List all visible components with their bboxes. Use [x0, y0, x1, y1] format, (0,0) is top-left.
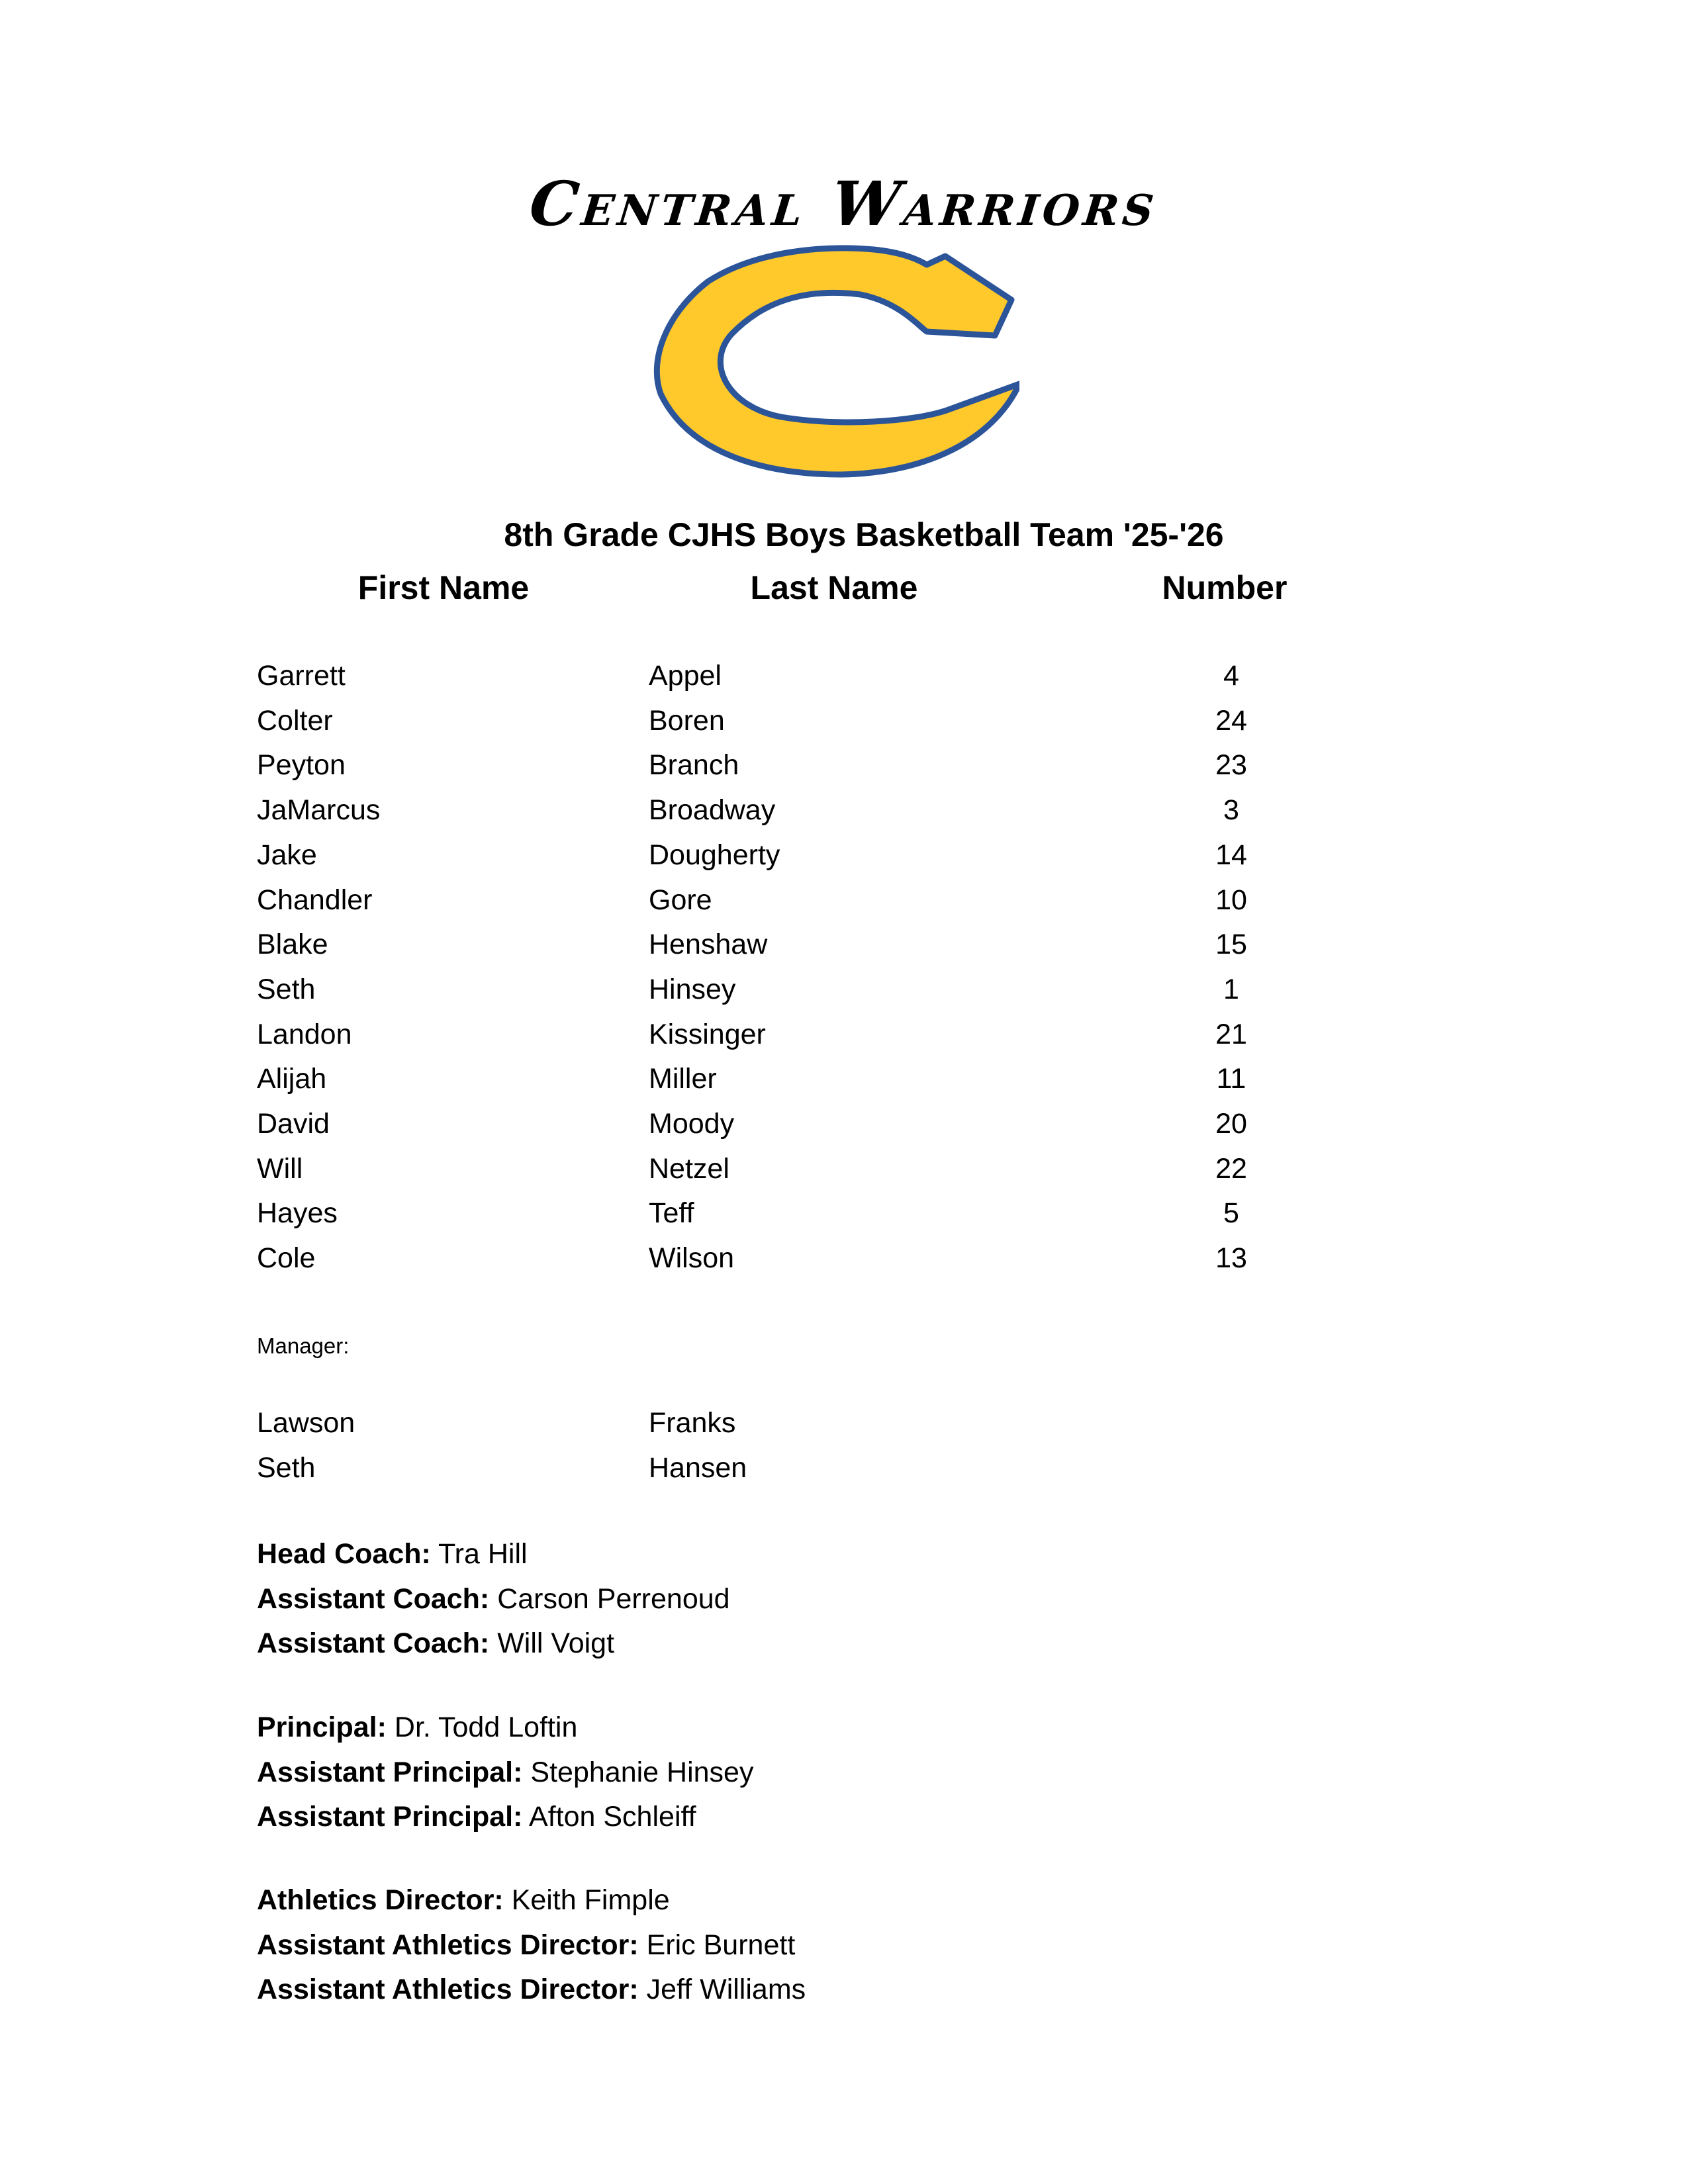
first-name-cell: Garrett [257, 660, 346, 692]
staff-role: Assistant Principal: [257, 1756, 523, 1788]
staff-name: Carson Perrenoud [497, 1582, 730, 1615]
staff-role: Assistant Athletics Director: [257, 1974, 639, 2006]
table-row [0, 662, 1688, 707]
table-row [0, 1244, 1688, 1289]
c-logo-icon [649, 242, 1019, 480]
staff-name: Afton Schleiff [529, 1801, 696, 1833]
first-name-cell: Peyton [257, 749, 346, 782]
last-name-cell: Broadway [649, 794, 776, 827]
column-header-number: Number [1162, 569, 1288, 606]
number-cell: 23 [1215, 749, 1247, 782]
table-row [0, 1199, 1688, 1244]
number-cell: 14 [1215, 839, 1247, 871]
table-row [0, 886, 1688, 931]
staff-line [257, 1582, 730, 1615]
last-name-cell: Dougherty [649, 839, 780, 871]
number-cell: 4 [1223, 660, 1239, 692]
first-name-cell: Colter [257, 704, 333, 737]
first-name-cell: Will [257, 1152, 303, 1185]
manager-label: Manager: [257, 1334, 350, 1358]
staff-line [257, 1931, 795, 1960]
staff-role: Principal: [257, 1711, 387, 1743]
table-row [0, 841, 1688, 886]
last-name-cell: Netzel [649, 1152, 729, 1185]
last-name-cell: Branch [649, 749, 739, 782]
first-name-cell: Lawson [257, 1407, 355, 1439]
last-name-cell: Boren [649, 704, 725, 737]
first-name-cell: Blake [257, 929, 328, 961]
first-name-cell: Landon [257, 1018, 352, 1050]
staff-name: Tra Hill [438, 1538, 528, 1570]
table-row [0, 704, 1688, 752]
manager-row [0, 1409, 1688, 1454]
table-row [0, 1152, 1688, 1200]
number-cell: 15 [1215, 929, 1247, 961]
number-cell: 1 [1223, 973, 1239, 1005]
staff-line [257, 1629, 614, 1658]
number-cell: 5 [1223, 1197, 1239, 1230]
last-name-cell: Hinsey [649, 973, 736, 1005]
table-row [0, 1018, 1688, 1066]
column-header-first-name: First Name [357, 569, 530, 606]
first-name-cell: Jake [257, 839, 317, 871]
staff-role: Assistant Coach: [257, 1582, 490, 1615]
staff-name: Keith Fimple [511, 1884, 670, 1916]
first-name-cell: JaMarcus [257, 794, 381, 827]
table-row [0, 1110, 1688, 1155]
number-cell: 11 [1216, 1063, 1246, 1095]
last-name-cell: Kissinger [649, 1018, 766, 1050]
last-name-cell: Appel [649, 660, 722, 692]
table-row [0, 796, 1688, 841]
staff-line [257, 1803, 696, 1831]
staff-role: Assistant Coach: [257, 1627, 490, 1660]
number-cell: 24 [1215, 704, 1247, 737]
number-cell: 22 [1215, 1152, 1247, 1185]
last-name-cell: Miller [649, 1063, 717, 1095]
last-name-cell: Gore [649, 884, 712, 916]
staff-name: Will Voigt [497, 1627, 615, 1660]
first-name-cell: Seth [257, 973, 316, 1005]
first-name-cell: Seth [257, 1451, 316, 1484]
table-row [0, 973, 1688, 1021]
number-cell: 20 [1215, 1108, 1247, 1140]
staff-line [257, 1713, 577, 1742]
number-cell: 21 [1215, 1018, 1247, 1050]
staff-line [257, 1976, 806, 2004]
first-name-cell: Alijah [257, 1063, 327, 1095]
manager-row [0, 1451, 1688, 1499]
first-name-cell: Cole [257, 1242, 316, 1275]
first-name-cell: Hayes [257, 1197, 338, 1230]
last-name-cell: Henshaw [649, 929, 768, 961]
first-name-cell: David [257, 1108, 330, 1140]
number-cell: 3 [1223, 794, 1239, 827]
staff-line [257, 1886, 670, 1915]
last-name-cell: Moody [649, 1108, 735, 1140]
staff-role: Assistant Athletics Director: [257, 1929, 639, 1961]
staff-name: Jeff Williams [646, 1974, 806, 2006]
staff-role: Athletics Director: [257, 1884, 504, 1916]
last-name-cell: Hansen [649, 1451, 747, 1484]
last-name-cell: Franks [649, 1407, 736, 1439]
table-row [0, 1065, 1688, 1110]
staff-line [257, 1758, 753, 1787]
page-title: 8th Grade CJHS Boys Basketball Team '25-'26 [504, 516, 1224, 553]
staff-name: Stephanie Hinsey [530, 1756, 754, 1788]
table-row [0, 751, 1688, 796]
number-cell: 10 [1215, 884, 1247, 916]
staff-name: Eric Burnett [646, 1929, 796, 1961]
last-name-cell: Teff [649, 1197, 694, 1230]
column-header-last-name: Last Name [750, 569, 918, 606]
first-name-cell: Chandler [257, 884, 373, 916]
table-row [0, 931, 1688, 976]
staff-line [257, 1540, 528, 1569]
staff-role: Assistant Principal: [257, 1801, 523, 1833]
number-cell: 13 [1215, 1242, 1247, 1275]
logo-wordmark: Central Warriors [526, 168, 1162, 240]
staff-name: Dr. Todd Loftin [394, 1711, 578, 1743]
staff-role: Head Coach: [257, 1538, 431, 1570]
last-name-cell: Wilson [649, 1242, 735, 1275]
